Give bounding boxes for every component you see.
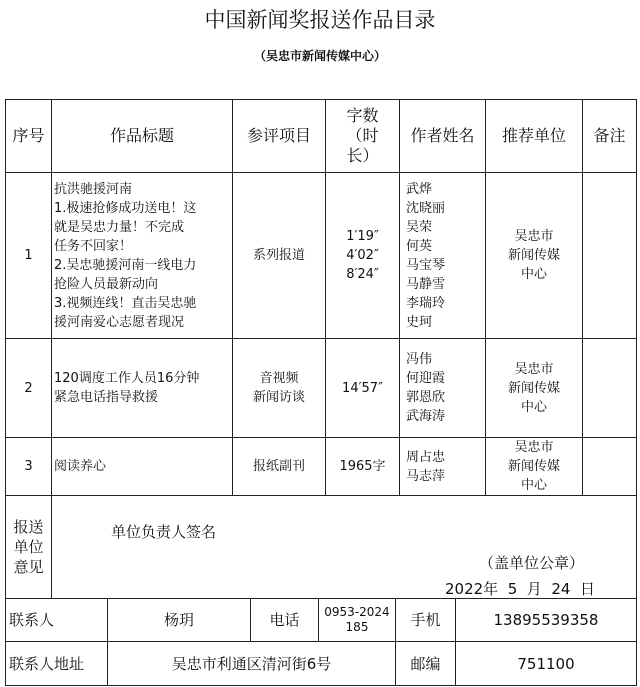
opinion-label [6,496,52,599]
header-note: 备注 [583,100,637,173]
unit-line: 吴忠市 [514,361,554,377]
author-name: 何迎霞 [406,371,446,386]
row-category: 系列报道 [233,173,326,339]
unit-line: 中心 [520,478,547,493]
unit-line: 新闻传媒 [507,380,560,396]
address-value: 吴忠市利通区清河街6号 [108,642,396,686]
postcode-value: 751100 [456,642,637,686]
author-name: 郭恩欣 [406,390,446,405]
header-length-line: （时 [346,126,379,145]
row-authors [400,173,486,339]
row-unit [486,438,583,496]
opinion-date: 2022年 5 月 24 日 [445,580,595,598]
header-unit: 推荐单位 [486,100,583,173]
opinion-label-line: 报送 [13,518,44,536]
title-line: 3.视频连线！直击吴忠驰 [54,295,197,311]
title-line: 紧急电话指导救援 [54,390,159,405]
row-title [52,339,233,438]
row-length [326,173,400,339]
row-title [52,438,233,496]
header-category: 参评项目 [233,100,326,173]
header-authors: 作者姓名 [400,100,486,173]
unit-line: 中心 [520,399,547,415]
unit-line: 新闻传媒 [507,459,560,474]
length-line: 1′19″ [346,229,379,244]
seal-note: （盖单位公章） [479,554,585,572]
author-name: 武海涛 [406,409,446,424]
opinion-row [6,496,637,599]
author-name: 史珂 [406,314,433,330]
header-row [6,100,637,173]
length-line: 4′02″ [346,248,379,263]
unit-line: 新闻传媒 [507,248,560,263]
author-name: 马静雪 [406,276,446,292]
row-note [583,339,637,438]
phone-line: 185 [345,620,369,634]
row-title [52,173,233,339]
signature-label: 单位负责人签名 [111,523,217,541]
unit-line: 吴忠市 [514,440,554,455]
title-line: 抗洪驰援河南 [54,181,133,197]
length-line: 8′24″ [346,267,379,282]
header-length-line: 长） [346,146,379,165]
page-subtitle: （吴忠市新闻传媒中心） [253,49,386,63]
unit-line: 中心 [520,267,547,282]
row-no: 1 [6,173,52,339]
author-name: 沈晓丽 [406,200,446,216]
row-category [233,339,326,438]
phone-line: 0953-2024 [324,605,390,619]
title-line: 就是吴忠力量！不完成 [54,219,185,235]
header-no: 序号 [6,100,52,173]
title-line: 援河南爱心志愿者现况 [54,314,185,330]
contact-row [6,599,637,642]
length-line: 1965字 [339,459,386,474]
title-line: 阅读养心 [54,459,107,474]
author-name: 冯伟 [406,352,433,367]
author-name: 吴荣 [406,219,433,235]
opinion-label-line: 意见 [13,558,44,576]
address-label: 联系人地址 [6,642,108,686]
title-line: 任务不回家！ [54,238,133,254]
mobile-label: 手机 [396,599,456,642]
row-authors [400,339,486,438]
author-name: 周占忠 [406,449,446,465]
title-line: 120调度工作人员16分钟 [54,371,200,386]
mobile-number: 13895539358 [456,599,637,642]
row-length [326,438,400,496]
author-name: 李瑞玲 [406,295,446,311]
table-row [6,173,637,339]
contact-person: 杨玥 [108,599,251,642]
author-name: 马志萍 [406,468,446,484]
page-title: 中国新闻奖报送作品目录 [204,8,436,32]
length-line: 14′57″ [342,380,383,396]
table-row [6,438,637,496]
contact-person-label: 联系人 [6,599,108,642]
header-title: 作品标题 [52,100,233,173]
opinion-label-line: 单位 [13,538,44,556]
catalog-table [5,99,637,599]
address-row [6,642,637,686]
postcode-label: 邮编 [396,642,456,686]
author-name: 马宝琴 [406,257,446,273]
header-length-line: 字数 [346,106,379,125]
row-unit [486,173,583,339]
phone-label: 电话 [251,599,319,642]
category-line: 音视频 [259,371,299,386]
table-row [6,339,637,438]
title-line: 抢险人员最新动向 [54,276,159,292]
author-name: 武烨 [406,181,433,197]
title-line: 2.吴忠驰援河南一线电力 [54,257,197,273]
category-line: 新闻访谈 [252,390,305,405]
contact-table [5,598,637,686]
row-category: 报纸副刊 [233,438,326,496]
row-no: 2 [6,339,52,438]
author-name: 何英 [406,238,433,254]
row-no: 3 [6,438,52,496]
row-authors [400,438,486,496]
unit-line: 吴忠市 [514,229,554,244]
row-unit [486,339,583,438]
title-line: 1.极速抢修成功送电！这 [54,200,197,216]
phone-number [319,599,396,642]
row-note [583,173,637,339]
opinion-content [52,496,637,599]
row-length [326,339,400,438]
header-length [326,100,400,173]
row-note [583,438,637,496]
